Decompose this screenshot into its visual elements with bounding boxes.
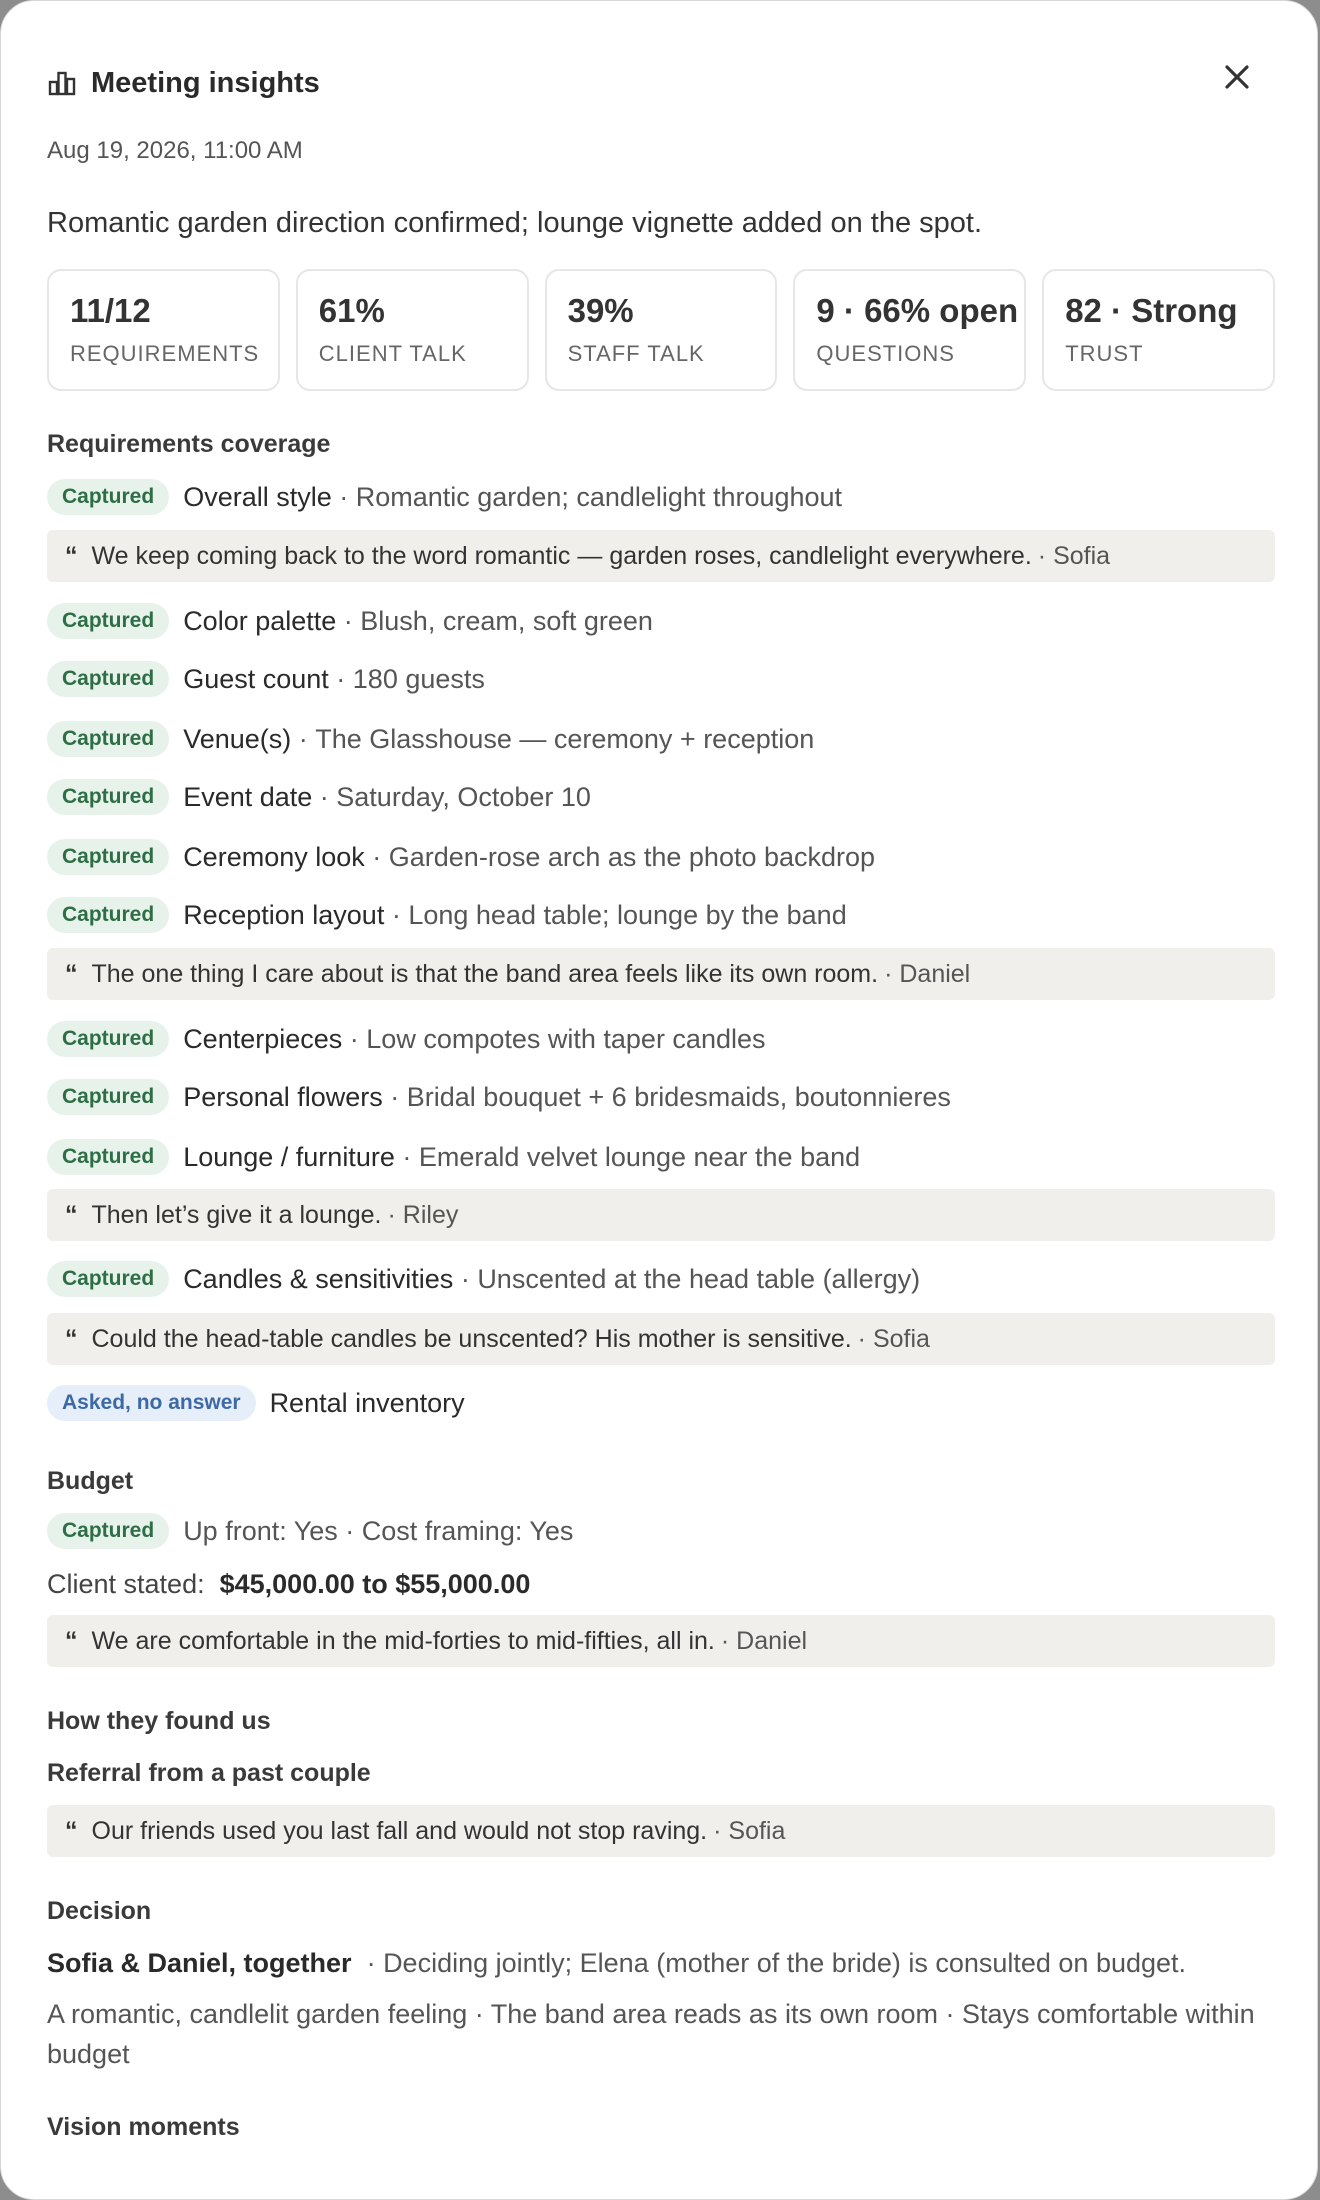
stat-value: 11/12 <box>70 292 151 329</box>
quote-author: Riley <box>402 1200 459 1229</box>
requirement-name: Candles & sensitivities <box>183 1263 454 1294</box>
requirement-value: Low compotes with taper candles <box>366 1023 766 1054</box>
requirement-row <box>47 1383 465 1423</box>
dialog-title: Meeting insights <box>91 66 320 99</box>
requirement-name: Reception layout <box>183 899 385 930</box>
stat-value: 9 · 66% open <box>816 292 1019 329</box>
budget-heading: Budget <box>47 1467 134 1495</box>
status-badge: Captured <box>47 1021 169 1057</box>
requirement-value: Saturday, October 10 <box>336 781 591 812</box>
status-badge: Captured <box>47 479 169 515</box>
requirement-row: Captured Overall style · Romantic garden; candlelight throughout <box>47 477 842 517</box>
status-badge: Captured <box>47 1261 169 1297</box>
requirement-row: Captured Reception layout · Long head table; lounge by the band <box>47 895 847 935</box>
status-badge: Captured <box>47 661 169 697</box>
quote: “ We are comfortable in the mid-forties to mid-fifties, all in. · Daniel <box>47 1615 1275 1667</box>
quote: “ The one thing I care about is that the band area feels like its own room. · Daniel <box>47 948 1275 1000</box>
requirement-name: Guest count <box>183 663 329 694</box>
stat-requirements <box>47 269 280 391</box>
decision-who: Sofia & Daniel, together <box>47 1948 352 1978</box>
requirement-value: Emerald velvet lounge near the band <box>418 1141 861 1172</box>
requirement-value: Garden-rose arch as the photo backdrop <box>388 841 876 872</box>
stat-label: REQUIREMENTS <box>70 341 260 366</box>
meeting-date: Aug 19, 2026, 11:00 AM <box>47 137 303 164</box>
budget-row <box>47 1511 573 1551</box>
requirement-name: Overall style <box>183 481 332 512</box>
vision-heading: Vision moments <box>47 2113 240 2141</box>
status-badge: Captured <box>47 897 169 933</box>
requirement-value: Long head table; lounge by the band <box>408 899 847 930</box>
decision-line: Sofia & Daniel, together · Deciding jointly; Elena (mother of the bride) is consulted on budget. <box>47 1948 1187 1978</box>
meeting-summary: Romantic garden direction confirmed; lounge vignette added on the spot. <box>47 207 983 239</box>
quote-text: We keep coming back to the word romantic — garden roses, candlelight everywhere. <box>91 541 1032 570</box>
quote-text: Could the head-table candles be unscented? His mother is sensitive. <box>91 1324 852 1353</box>
close-icon[interactable] <box>1217 57 1257 97</box>
requirement-row: Captured Venue(s) · The Glasshouse — ceremony + reception <box>47 719 814 759</box>
requirement-row: Captured Guest count · 180 guests <box>47 659 485 699</box>
requirement-row: Captured Color palette · Blush, cream, soft green <box>47 601 653 641</box>
requirement-row: Captured Centerpieces · Low compotes with taper candles <box>47 1019 766 1059</box>
quote-author: Daniel <box>736 1626 808 1655</box>
requirement-row: Captured Ceremony look · Garden-rose arch as the photo backdrop <box>47 837 875 877</box>
requirement-name: Event date <box>183 781 313 812</box>
stat-value: 39% <box>567 292 634 329</box>
stat-label: QUESTIONS <box>816 341 955 366</box>
requirement-row: Captured Personal flowers · Bridal bouquet + 6 bridesmaids, boutonnieres <box>47 1077 951 1117</box>
requirement-name: Centerpieces <box>183 1023 343 1054</box>
stat-label: CLIENT TALK <box>318 341 467 366</box>
quote-text: Our friends used you last fall and would not stop raving. <box>91 1816 708 1845</box>
quote-author: Sofia <box>872 1324 930 1353</box>
requirement-name: Ceremony look <box>183 841 365 872</box>
quote-text: We are comfortable in the mid-forties to mid-fifties, all in. <box>91 1626 715 1655</box>
quote: “ We keep coming back to the word romantic — garden roses, candlelight everywhere. · Sofia <box>47 530 1275 582</box>
stat-staff-talk <box>545 269 778 391</box>
status-badge: Captured <box>47 1513 169 1549</box>
budget-stated <box>47 1569 530 1600</box>
status-badge: Captured <box>47 1079 169 1115</box>
stat-questions <box>793 269 1026 391</box>
stat-label: TRUST <box>1065 341 1144 366</box>
status-badge: Asked, no answer <box>47 1385 256 1421</box>
quote-text: The one thing I care about is that the band area feels like its own room. <box>91 959 879 988</box>
budget-detail: Up front: Yes · Cost framing: Yes <box>183 1515 574 1546</box>
requirement-value: Bridal bouquet + 6 bridesmaids, boutonnieres <box>406 1081 951 1112</box>
requirement-value: Blush, cream, soft green <box>360 605 653 636</box>
requirement-name: Personal flowers <box>183 1081 383 1112</box>
stats-row <box>47 269 1275 391</box>
status-badge: Captured <box>47 721 169 757</box>
requirement-row: Captured Candles & sensitivities · Unscented at the head table (allergy) <box>47 1259 920 1299</box>
requirement-name: Lounge / furniture <box>183 1141 395 1172</box>
found-heading: How they found us <box>47 1707 271 1735</box>
status-badge: Captured <box>47 779 169 815</box>
requirement-row: Captured Lounge / furniture · Emerald velvet lounge near the band <box>47 1137 860 1177</box>
requirement-name: Venue(s) <box>183 723 292 754</box>
dialog-header <box>47 59 320 107</box>
decision-detail: Deciding jointly; Elena (mother of the bride) is consulted on budget. <box>383 1948 1187 1978</box>
budget-stated-value: $45,000.00 to $55,000.00 <box>219 1569 531 1599</box>
status-badge: Captured <box>47 603 169 639</box>
requirement-value: Romantic garden; candlelight throughout <box>355 481 843 512</box>
status-badge: Captured <box>47 839 169 875</box>
status-badge: Captured <box>47 1139 169 1175</box>
stat-client-talk <box>296 269 529 391</box>
found-source: Referral from a past couple <box>47 1759 371 1787</box>
decision-heading: Decision <box>47 1897 152 1925</box>
quote: “ Could the head-table candles be unscented? His mother is sensitive. · Sofia <box>47 1313 1275 1365</box>
quote-text: Then let’s give it a lounge. <box>91 1200 382 1229</box>
quote: “ Our friends used you last fall and would not stop raving. · Sofia <box>47 1805 1275 1857</box>
budget-stated-label: Client stated: <box>47 1569 205 1599</box>
stat-value: 82 · Strong <box>1065 292 1238 329</box>
requirement-name: Color palette <box>183 605 337 636</box>
requirements-heading: Requirements coverage <box>47 430 331 458</box>
requirement-name: Rental inventory <box>269 1387 465 1418</box>
requirement-value: The Glasshouse — ceremony + reception <box>315 723 815 754</box>
requirement-row: Captured Event date · Saturday, October 10 <box>47 777 591 817</box>
decision-priorities: A romantic, candlelit garden feeling · The band area reads as its own room · Stays comfortable within budget <box>47 1999 1255 2069</box>
bar-chart-icon <box>47 68 77 98</box>
requirement-value: 180 guests <box>352 663 485 694</box>
quote-author: Daniel <box>899 959 971 988</box>
quote-author: Sofia <box>1053 541 1111 570</box>
stat-trust <box>1042 269 1275 391</box>
requirement-value: Unscented at the head table (allergy) <box>477 1263 921 1294</box>
quote-author: Sofia <box>728 1816 786 1845</box>
stat-label: STAFF TALK <box>567 341 705 366</box>
quote: “ Then let’s give it a lounge. · Riley <box>47 1189 1275 1241</box>
stat-value: 61% <box>318 292 385 329</box>
